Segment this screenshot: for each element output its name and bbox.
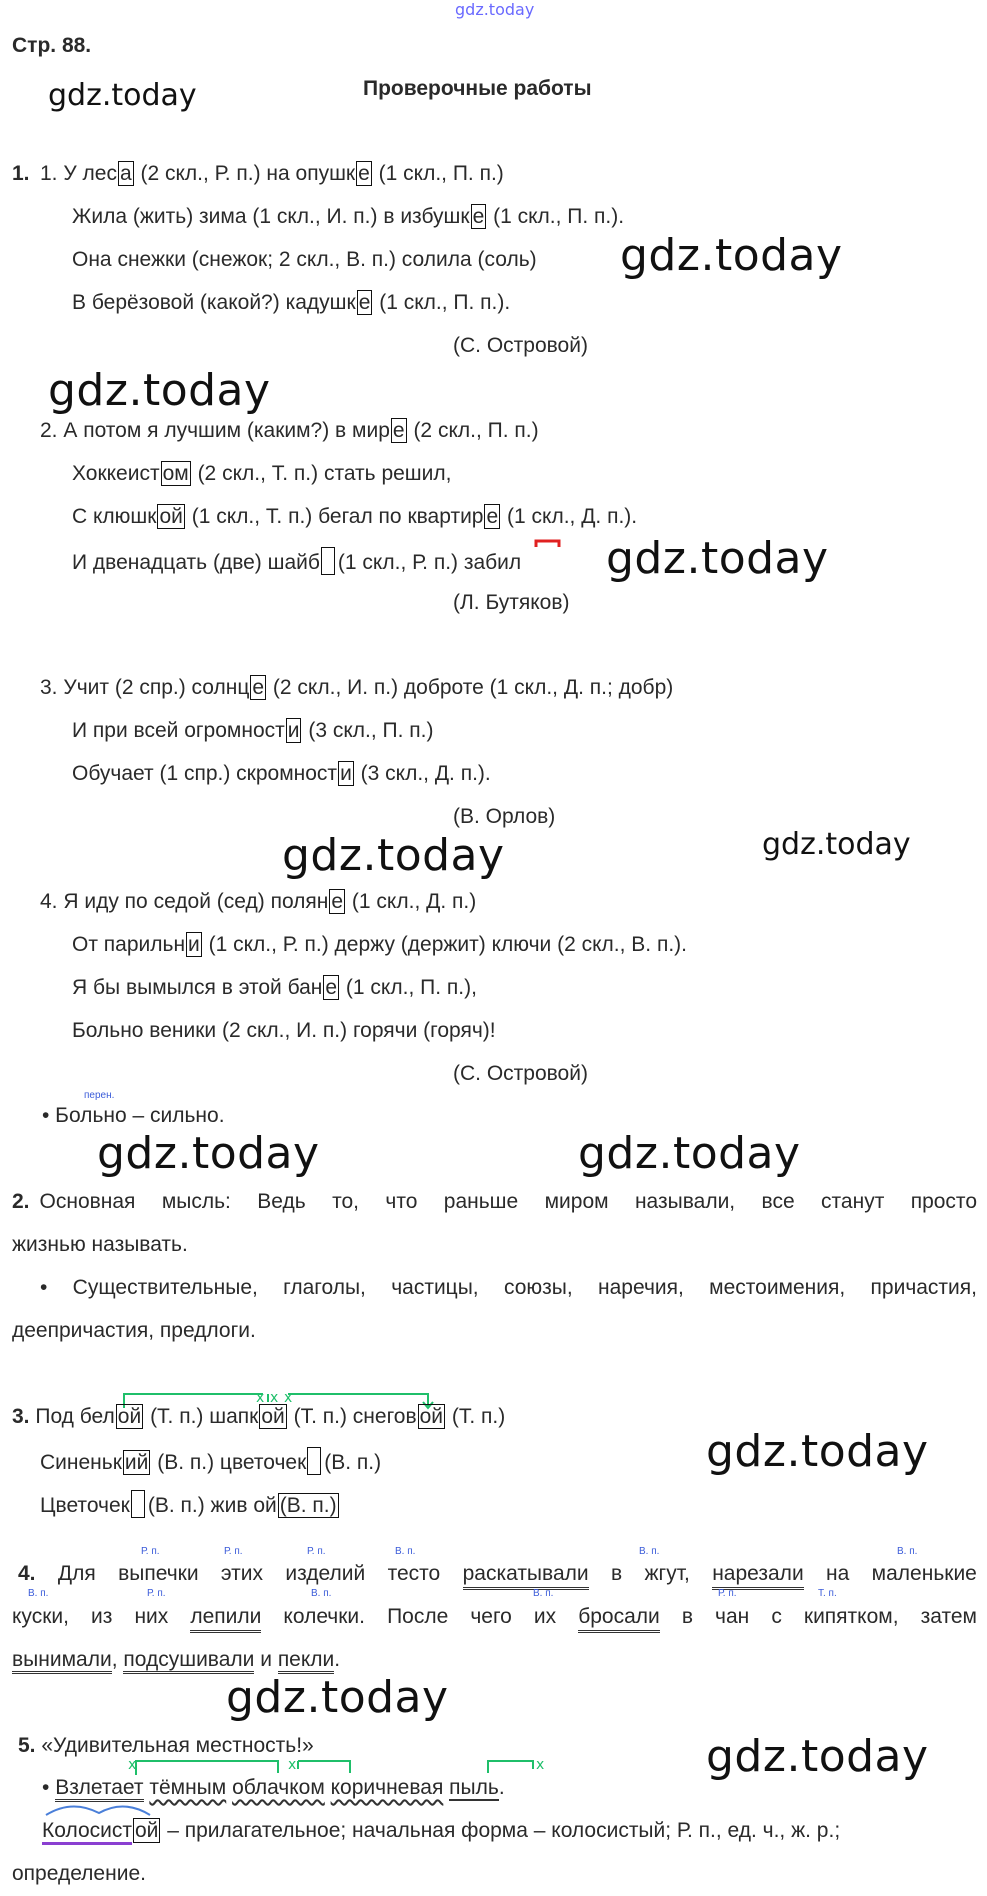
ending-box: ой: [117, 1405, 142, 1428]
poem-number: 2.: [40, 419, 58, 442]
task4-line1: 4. Для выпечки этих изделий тесто раскатывали в жгут, нарезали на маленькие: [18, 1561, 977, 1590]
poem-line: 2. А потом я лучшим (каким?) в мир е (2 скл., П. п.): [40, 419, 539, 442]
poem-line: Она снежки (снежок; 2 скл., В. п.) солила (соль): [72, 248, 537, 271]
case-label: Р. п.: [147, 1588, 166, 1599]
ending-box: и: [287, 719, 300, 742]
empty-ending-box: [307, 1447, 321, 1475]
root-mark-icon: [534, 538, 562, 550]
watermark: gdz.today: [706, 1426, 929, 1477]
poem-line: Жила (жить) зима (1 скл., И. п.) в избушк е (1 скл., П. п.).: [72, 205, 625, 228]
task2-line1: 2. Основная мысль: Ведь то, что раньше миром называли, все станут просто: [12, 1190, 977, 1213]
task2-line2: жизнью называть.: [12, 1233, 188, 1256]
page-title: Проверочные работы: [363, 77, 592, 100]
case-label: В. п.: [533, 1588, 554, 1599]
ending-box: е: [325, 976, 338, 999]
underlined-verb: бросали: [578, 1604, 660, 1633]
poem-number: 1.: [40, 162, 58, 185]
poem-line: 3. Учит (2 спр.) солнц е (2 скл., И. п.) доброте (1 скл., Д. п.; добр): [40, 676, 674, 699]
svg-text:x: x: [288, 1757, 297, 1773]
case-label: В. п.: [395, 1546, 416, 1557]
ending-box: е: [486, 505, 499, 528]
predicate: Взлетает: [55, 1776, 143, 1802]
root-part: Колосист: [42, 1819, 132, 1845]
watermark: gdz.today: [762, 827, 911, 862]
modifier: облачком: [232, 1776, 325, 1799]
poem-author: (В. Орлов): [453, 805, 556, 828]
transfer-label: перен.: [84, 1090, 115, 1101]
case-label: В. п.: [897, 1546, 918, 1557]
svg-text:x: x: [270, 1390, 279, 1406]
poem-line: С клюшк ой (1 скл., Т. п.) бегал по квартир е (1 скл., Д. п.).: [72, 505, 638, 528]
subject: пыль: [449, 1776, 499, 1799]
task5-sentence: • Взлетает тёмным облачком коричневая пыль.: [42, 1775, 505, 1801]
case-label: Р. п.: [224, 1546, 243, 1557]
poem-line: Больно веники (2 скл., И. п.) горячи (горяч)!: [72, 1019, 496, 1042]
underlined-verb: лепили: [190, 1604, 261, 1633]
ending-box: е: [358, 162, 370, 185]
ending-box: и: [340, 762, 352, 785]
svg-text:x: x: [256, 1390, 265, 1406]
ending-box: ой: [419, 1405, 444, 1428]
poem-author: (С. Островой): [453, 334, 588, 357]
ending-box: ой: [134, 1819, 159, 1842]
task4-line2: куски, из них лепили колечки. После чего их бросали в чан с кипятком, затем: [12, 1604, 977, 1633]
watermark: gdz.today: [48, 365, 271, 416]
case-label: В. п.: [639, 1546, 660, 1557]
ending-box: и: [188, 933, 200, 956]
svg-text:x: x: [284, 1390, 293, 1406]
task-number: 2.: [12, 1190, 30, 1213]
svg-text:x: x: [536, 1757, 545, 1773]
case-label: В. п.: [28, 1588, 49, 1599]
case-label: В. п.: [311, 1588, 332, 1599]
ending-box: ом: [162, 462, 189, 485]
poem-line: И при всей огромност и (3 скл., П. п.): [72, 719, 434, 742]
ending-box: е: [331, 890, 344, 913]
ending-box: е: [358, 291, 371, 314]
ending-box: ой: [261, 1405, 285, 1428]
watermark: gdz.today: [282, 830, 505, 881]
task3-line: Синеньк ий (В. п.) цветочек (В. п.): [40, 1447, 381, 1476]
task-number: 4.: [18, 1562, 36, 1585]
watermark: gdz.today: [226, 1672, 449, 1723]
task4-line3: вынимали, подсушивали и пекли.: [12, 1647, 340, 1673]
poem-line: 4. Я иду по седой (сед) полян е (1 скл., Д. п.): [40, 890, 477, 913]
poem-line: И двенадцать (две) шайб (1 скл., Р. п.) забил: [72, 547, 521, 576]
modifier: тёмным: [149, 1776, 227, 1799]
poem-line: В берёзовой (какой?) кадушк е (1 скл., П. п.).: [72, 291, 511, 314]
connection-arrows-icon: [128, 1755, 558, 1777]
empty-ending-box: [131, 1490, 145, 1518]
watermark: gdz.today: [706, 1731, 929, 1782]
case-label: Р. п.: [718, 1588, 737, 1599]
modifier: коричневая: [330, 1776, 444, 1799]
poem-line: От парильн и (1 скл., Р. п.) держу (держит) ключи (2 скл., В. п.).: [72, 933, 687, 956]
ending-box: е: [392, 419, 405, 442]
poem-line: Обучает (1 спр.) скромност и (3 скл., Д. п.).: [72, 762, 491, 785]
poem-author: (С. Островой): [453, 1062, 588, 1085]
ending-box: ий: [124, 1451, 149, 1474]
underlined-verb: раскатывали: [463, 1561, 589, 1590]
ending-box: е: [472, 205, 485, 228]
underlined-verb: вынимали: [12, 1648, 112, 1674]
watermark: gdz.today: [97, 1128, 320, 1179]
ending-box: е: [252, 676, 265, 699]
underlined-verb: подсушивали: [123, 1648, 254, 1674]
watermark: gdz.today: [606, 533, 829, 584]
ending-box: ой: [159, 505, 183, 528]
case-label: Т. п.: [818, 1588, 837, 1599]
top-watermark: gdz.today: [455, 0, 535, 19]
poem-line: Я бы вымылся в этой бан е (1 скл., П. п.),: [72, 976, 477, 999]
page-number: Стр. 88.: [12, 34, 92, 57]
watermark: gdz.today: [620, 230, 843, 281]
poem-number: 4.: [40, 890, 58, 913]
case-label: Р. п.: [141, 1546, 160, 1557]
poem-line: Хоккеист ом (2 скл., Т. п.) стать решил,: [72, 462, 452, 485]
underlined-verb: пекли: [278, 1648, 334, 1674]
task5-analysis: Колосист ой – прилагательное; начальная форма – колосистый; Р. п., ед. ч., ж. р.;: [42, 1818, 977, 1844]
underlined-verb: нарезали: [712, 1561, 803, 1590]
empty-ending-box: [321, 547, 335, 575]
task-number: 1.: [12, 162, 30, 185]
poem-author: (Л. Бутяков): [453, 591, 570, 614]
task5-title: 5. «Удивительная местность!»: [18, 1734, 314, 1757]
svg-text:x: x: [128, 1757, 137, 1773]
root-arc-icon: [44, 1803, 154, 1817]
task2-line4: деепричастия, предлоги.: [12, 1319, 256, 1342]
task-number: 5.: [18, 1734, 36, 1757]
poem-line: 1. У лес а (2 скл., Р. п.) на опушк е (1 скл., П. п.): [40, 162, 504, 185]
ending-box: а: [119, 162, 132, 185]
task3-line: 3. Под бел ой (Т. п.) шапк ой (Т. п.) снегов ой (Т. п.): [12, 1405, 506, 1428]
watermark: gdz.today: [48, 78, 197, 113]
task-number: 3.: [12, 1405, 30, 1428]
note: • Больно – сильно.: [42, 1104, 225, 1127]
ending-box: (В. п.): [279, 1494, 337, 1517]
poem-number: 3.: [40, 676, 58, 699]
task5-line3: определение.: [12, 1862, 146, 1885]
watermark: gdz.today: [578, 1128, 801, 1179]
task2-line3: • Существительные, глаголы, частицы, союзы, наречия, местоимения, причастия,: [40, 1276, 977, 1299]
task3-line: Цветочек (В. п.) жив ой (В. п.): [40, 1490, 340, 1519]
case-label: Р. п.: [307, 1546, 326, 1557]
